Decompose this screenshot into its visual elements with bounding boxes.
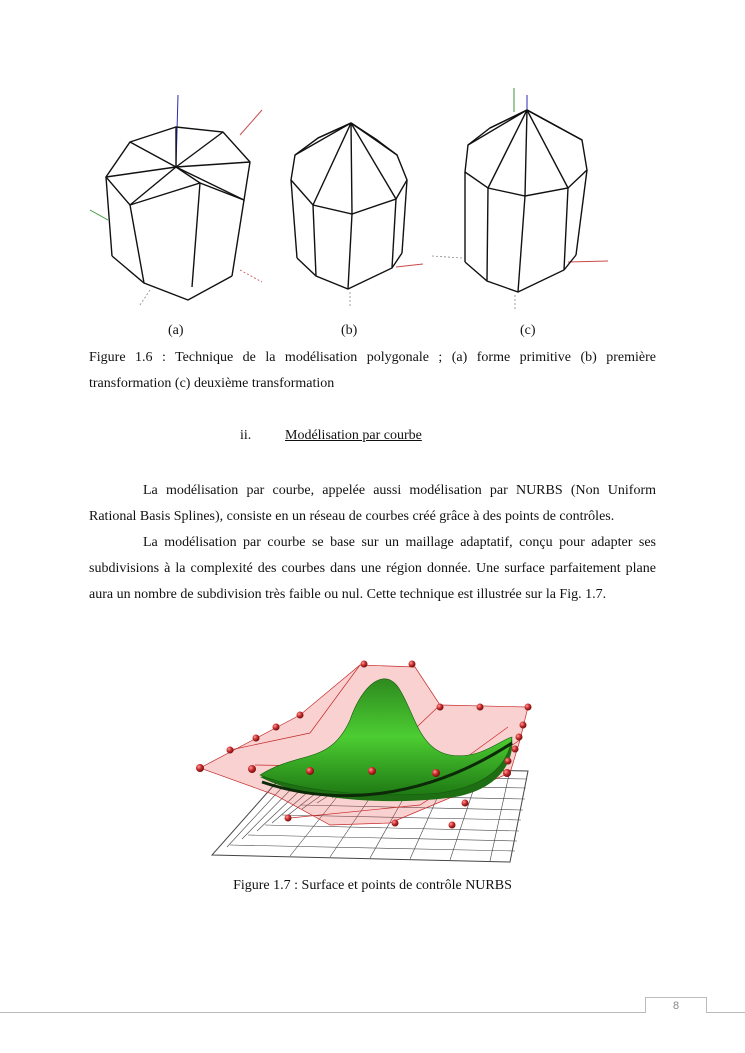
- section-title: Modélisation par courbe: [285, 428, 422, 443]
- figure-1-6-caption: Figure 1.6 : Technique de la modélisation polygonale ; (a) forme primitive (b) première transformation (c) deuxième transformation: [89, 350, 656, 391]
- figure-1-7-caption: Figure 1.7 : Surface et points de contrôle NURBS: [233, 878, 512, 893]
- figure-1-7-image: [190, 655, 540, 870]
- figure-1-6-label-a: (a): [168, 323, 184, 338]
- figure-1-6-label-b: (b): [341, 323, 358, 338]
- paragraph-2: La modélisation par courbe se base sur un maillage adaptatif, conçu pour adapter ses subdivisions à la complexité des courbes dans une région donnée. Une surface parfaitement plane aura un nombre de subdivision très faible ou nul. Cette technique est illustrée sur la Fig. 1.7.: [89, 535, 656, 602]
- footer-divider: [0, 1012, 745, 1013]
- section-number: ii.: [240, 428, 252, 443]
- model-b-first-transformation: [291, 123, 423, 307]
- model-a-primitive: [90, 95, 262, 305]
- paragraph-1: La modélisation par courbe, appelée aussi modélisation par NURBS (Non Uniform Rational Basis Splines), consiste en un réseau de courbes créé grâce à des points de contrôles.: [89, 483, 656, 524]
- model-c-second-transformation: [432, 88, 608, 310]
- figure-1-6-image: [0, 0, 745, 320]
- page-number: 8: [645, 997, 707, 1013]
- figure-1-6-label-c: (c): [520, 323, 536, 338]
